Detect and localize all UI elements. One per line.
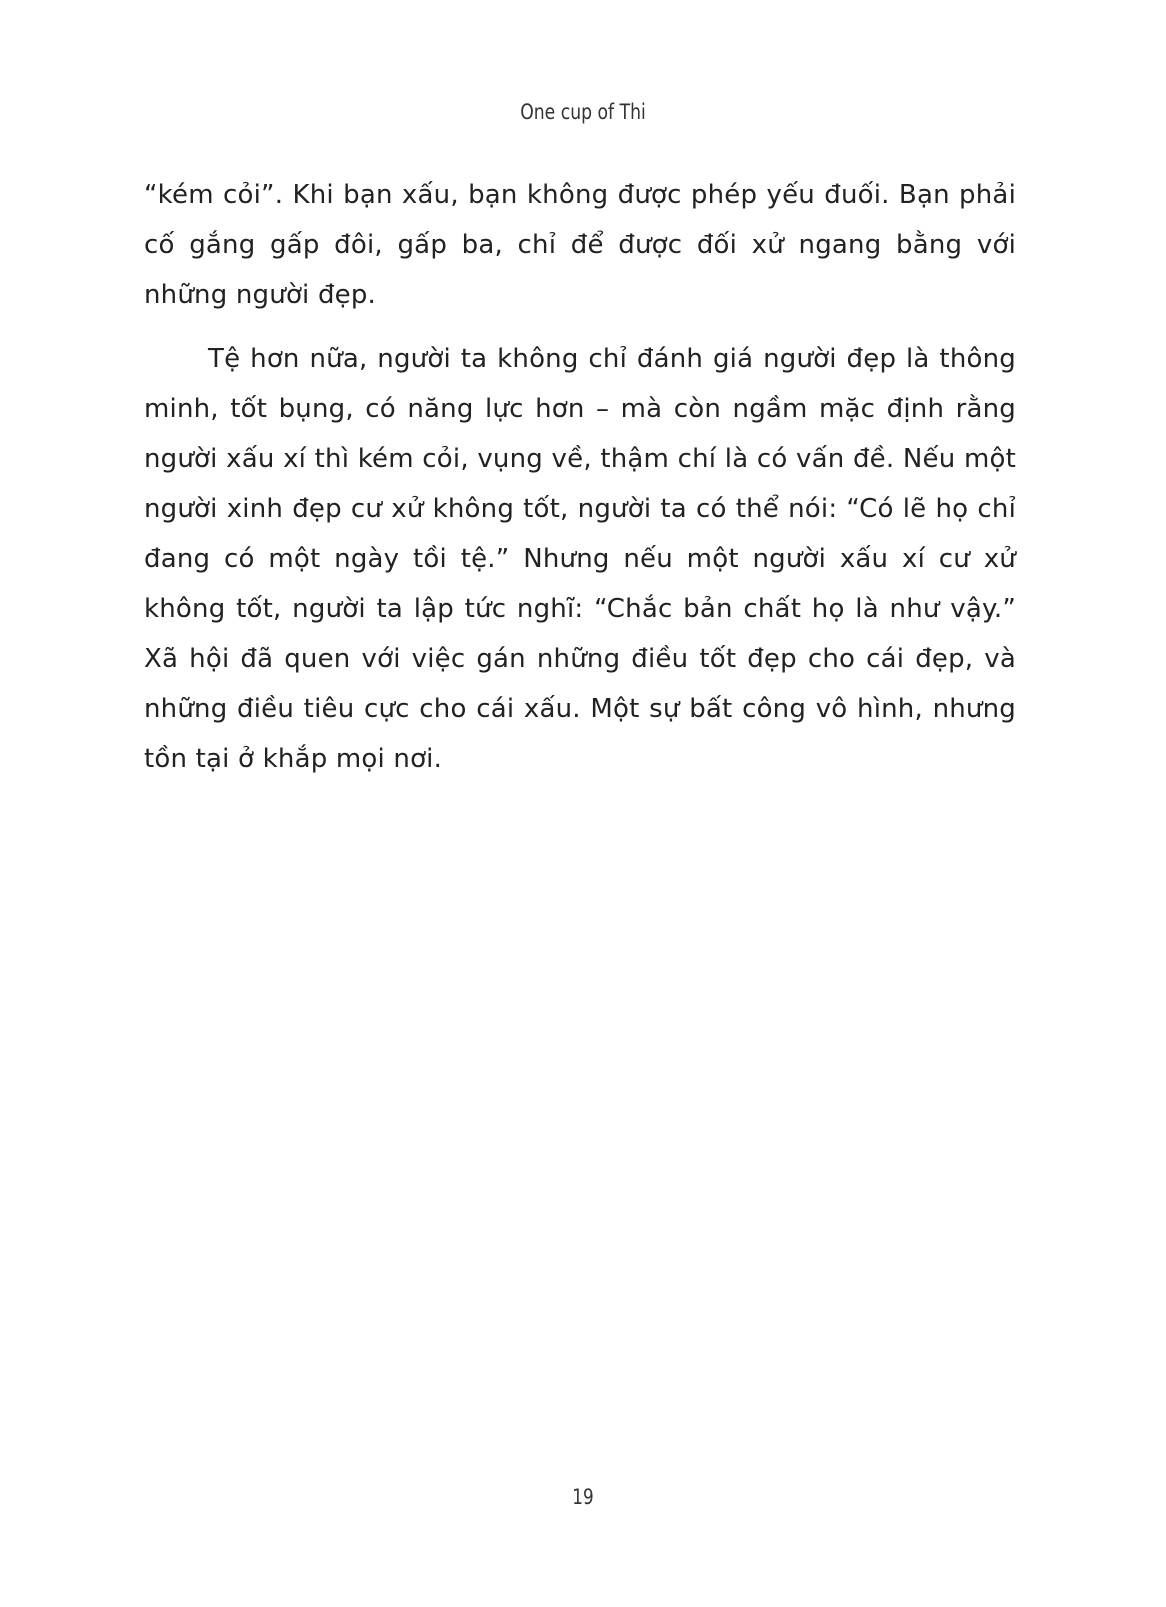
body-text	[144, 170, 1016, 798]
paragraph-main: Tệ hơn nữa, người ta không chỉ đánh giá người đẹp là thông minh, tốt bụng, có năng lực hơn – mà còn ngầm mặc định rằng người xấu xí thì kém cỏi, vụng về, thậm chí là có vấn đề. Nếu một người xinh đẹp cư xử không tốt, người ta có thể nói: “Có lẽ họ chỉ đang có một ngày tồi tệ.” Nhưng nếu một người xấu xí cư xử không tốt, người ta lập tức nghĩ: “Chắc bản chất họ là như vậy.” Xã hội đã quen với việc gán những điều tốt đẹp cho cái đẹp, và những điều tiêu cực cho cái xấu. Một sự bất công vô hình, nhưng tồn tại ở khắp mọi nơi.	[144, 344, 1016, 774]
page-number: 19	[572, 1485, 594, 1509]
running-header-title: One cup of Thi	[520, 100, 646, 124]
paragraph-continued: “kém cỏi”. Khi bạn xấu, bạn không được phép yếu đuối. Bạn phải cố gắng gấp đôi, gấp ba, chỉ để được đối xử ngang bằng với những người đẹp.	[144, 180, 1016, 310]
